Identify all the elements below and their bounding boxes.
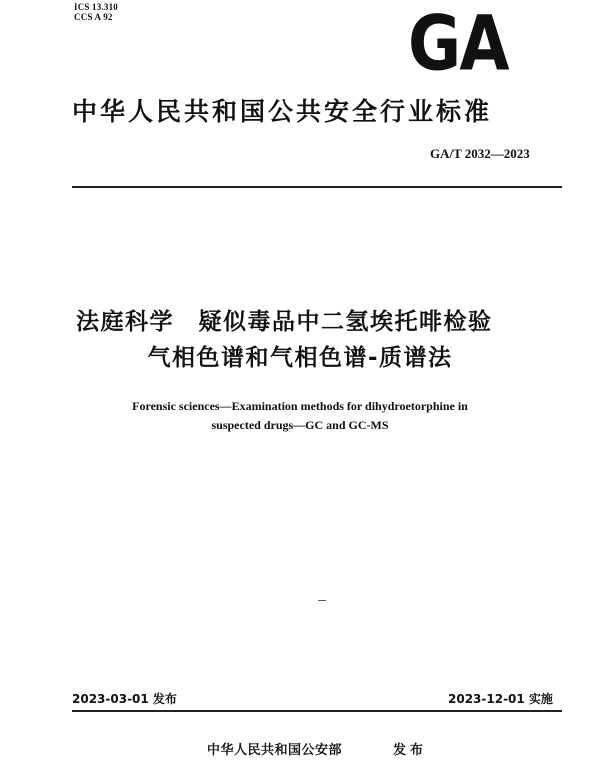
ics-code: ICS 13.310 (74, 2, 119, 12)
bottom-divider (72, 710, 562, 712)
issue-label: 发布 (393, 743, 428, 758)
organization-title: 中华人民共和国公共安全行业标准 (72, 97, 493, 126)
issuing-authority: 中华人民共和国公安部 (207, 743, 343, 758)
ccs-code: CCS A 92 (74, 12, 113, 22)
english-title-line-1: Forensic sciences—Examination methods for dihydroetorphine in (132, 399, 468, 413)
standard-number: GA/T 2032—2023 (430, 146, 530, 161)
english-title-line-2: suspected drugs—GC and GC-MS (211, 418, 389, 432)
implementation-date: 2023-12-01 实施 (448, 692, 553, 706)
scan-mark (318, 600, 326, 601)
document-title-line-2: 气相色谱和气相色谱-质谱法 (147, 345, 453, 371)
classification-codes (74, 2, 118, 22)
publish-date: 2023-03-01 发布 (72, 692, 177, 706)
top-divider (72, 186, 562, 188)
ga-logo: GA (408, 0, 508, 88)
document-title-line-1: 法庭科学 疑似毒品中二氢埃托啡检验 (76, 309, 493, 335)
